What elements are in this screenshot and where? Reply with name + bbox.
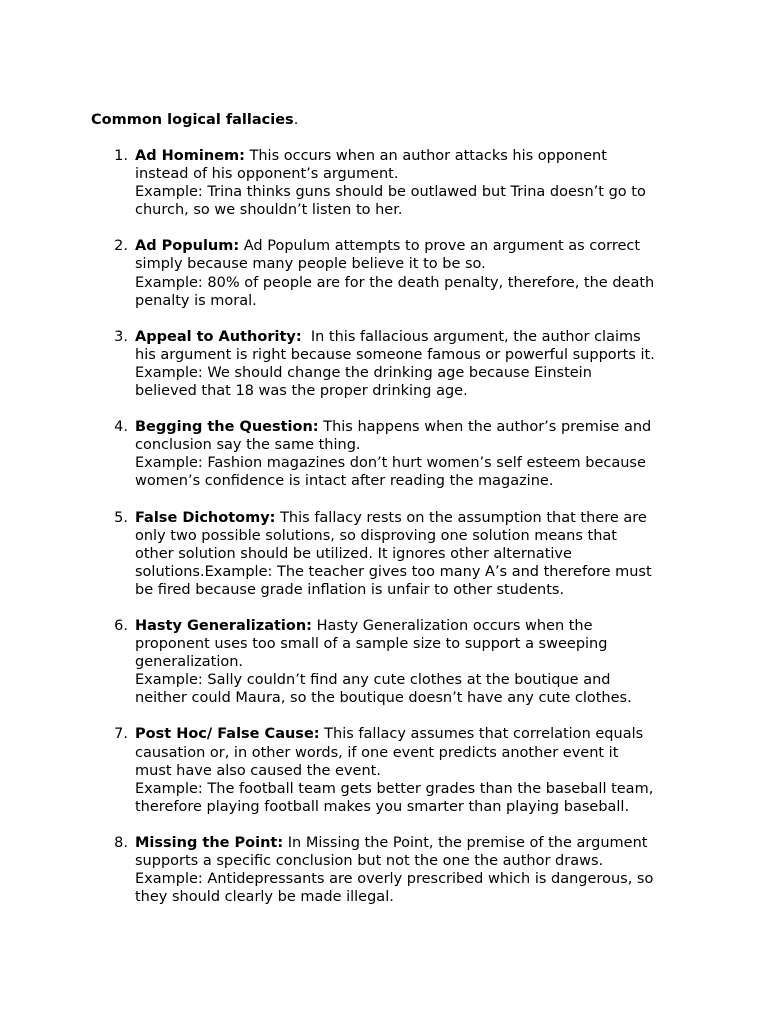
fallacy-text: In Missing the Point, the premise of the argument (283, 834, 648, 851)
fallacy-example-line: Example: Trina thinks guns should be outlawed but Trina doesn’t go to (135, 184, 646, 201)
fallacy-number: 8. (114, 834, 128, 851)
fallacy-line: be fired because grade inflation is unfair to other students. (135, 581, 565, 598)
fallacy-text: Hasty Generalization occurs when the (311, 617, 593, 634)
fallacy-line: neither could Maura, so the boutique doesn’t have any cute clothes. (135, 690, 632, 707)
fallacy-text: This fallacy rests on the assumption that there are (275, 509, 647, 526)
fallacy-line: supports a specific conclusion but not the one the author draws. (135, 853, 604, 869)
fallacy-item (0, 834, 683, 906)
fallacy-item (0, 237, 683, 309)
fallacy-line: proponent uses too small of a sample size to support a sweeping (135, 636, 608, 653)
fallacy-line: church, so we shouldn’t listen to her. (135, 202, 403, 219)
fallacy-example-line: solutions.Example: The teacher gives too many A’s and therefore must (135, 563, 652, 580)
fallacy-line: his argument is right because someone famous or powerful supports it. (135, 346, 655, 363)
fallacy-line (135, 509, 683, 527)
document-title-suffix: . (293, 112, 299, 128)
fallacy-term: Post Hoc/ False Cause: (135, 726, 320, 743)
fallacy-line (135, 237, 683, 255)
fallacy-number: 4. (114, 419, 128, 436)
fallacy-line (135, 834, 683, 852)
fallacy-term: Ad Hominem: (135, 148, 245, 164)
fallacy-line: conclusion say the same thing. (135, 437, 361, 454)
fallacy-item (0, 147, 683, 219)
fallacy-line (135, 725, 683, 743)
fallacy-example-line: Example: 80% of people are for the death penalty, therefore, the death (135, 274, 655, 291)
fallacy-term: Ad Populum: (135, 238, 240, 255)
fallacy-line: generalization. (135, 654, 244, 671)
fallacy-example-line: Example: We should change the drinking age because Einstein (135, 364, 592, 381)
fallacy-line: therefore playing football makes you smarter than playing baseball. (135, 798, 630, 815)
document-title-text: Common logical fallacies (91, 112, 294, 128)
fallacy-line: causation or, in other words, if one event predicts another event it (135, 744, 619, 761)
fallacy-term: Hasty Generalization: (135, 617, 312, 634)
fallacy-line: only two possible solutions, so disproving one solution means that (135, 527, 617, 544)
fallacy-number: 2. (114, 238, 128, 255)
fallacy-example-line: Example: Fashion magazines don’t hurt women’s self esteem because (135, 455, 646, 472)
fallacy-line (135, 147, 683, 165)
fallacy-text: This fallacy assumes that correlation equals (319, 726, 644, 743)
fallacy-item (0, 617, 683, 707)
fallacy-number: 3. (114, 328, 128, 345)
fallacy-example-line: Example: Sally couldn’t find any cute clothes at the boutique and (135, 672, 611, 689)
fallacy-item (0, 418, 683, 490)
fallacy-line: instead of his opponent’s argument. (135, 166, 399, 183)
fallacy-line (135, 418, 683, 436)
fallacy-term: Missing the Point: (135, 834, 284, 851)
fallacy-item (0, 328, 683, 400)
fallacy-text: This occurs when an author attacks his opponent (244, 148, 607, 164)
fallacy-term: Begging the Question: (135, 419, 319, 436)
fallacy-number: 1. (114, 148, 128, 164)
fallacy-line: women’s confidence is intact after reading the magazine. (135, 473, 554, 490)
fallacy-line: believed that 18 was the proper drinking age. (135, 383, 468, 400)
fallacy-item (0, 725, 683, 815)
fallacy-example-line: Example: Antidepressants are overly prescribed which is dangerous, so (135, 871, 654, 888)
fallacy-item (0, 509, 683, 599)
fallacy-example-line: Example: The football team gets better grades than the baseball team, (135, 780, 654, 797)
fallacy-line: penalty is moral. (135, 292, 257, 309)
fallacy-number: 7. (114, 726, 128, 743)
fallacy-number: 6. (114, 617, 128, 634)
fallacy-line: simply because many people believe it to be so. (135, 256, 486, 273)
fallacy-list (0, 147, 768, 924)
fallacy-line (135, 617, 683, 635)
fallacy-line: other solution should be utilized. It ignores other alternative (135, 545, 572, 562)
document-title (91, 110, 298, 130)
fallacy-number: 5. (114, 509, 128, 526)
fallacy-line (135, 328, 683, 346)
fallacy-text: In this fallacious argument, the author claims (301, 328, 641, 345)
fallacy-term: False Dichotomy: (135, 509, 276, 526)
fallacy-text: Ad Populum attempts to prove an argument as correct (239, 238, 641, 255)
fallacy-text: This happens when the author’s premise and (318, 419, 652, 436)
fallacy-line: they should clearly be made illegal. (135, 889, 394, 906)
fallacy-term: Appeal to Authority: (135, 328, 302, 345)
fallacy-line: must have also caused the event. (135, 762, 381, 779)
